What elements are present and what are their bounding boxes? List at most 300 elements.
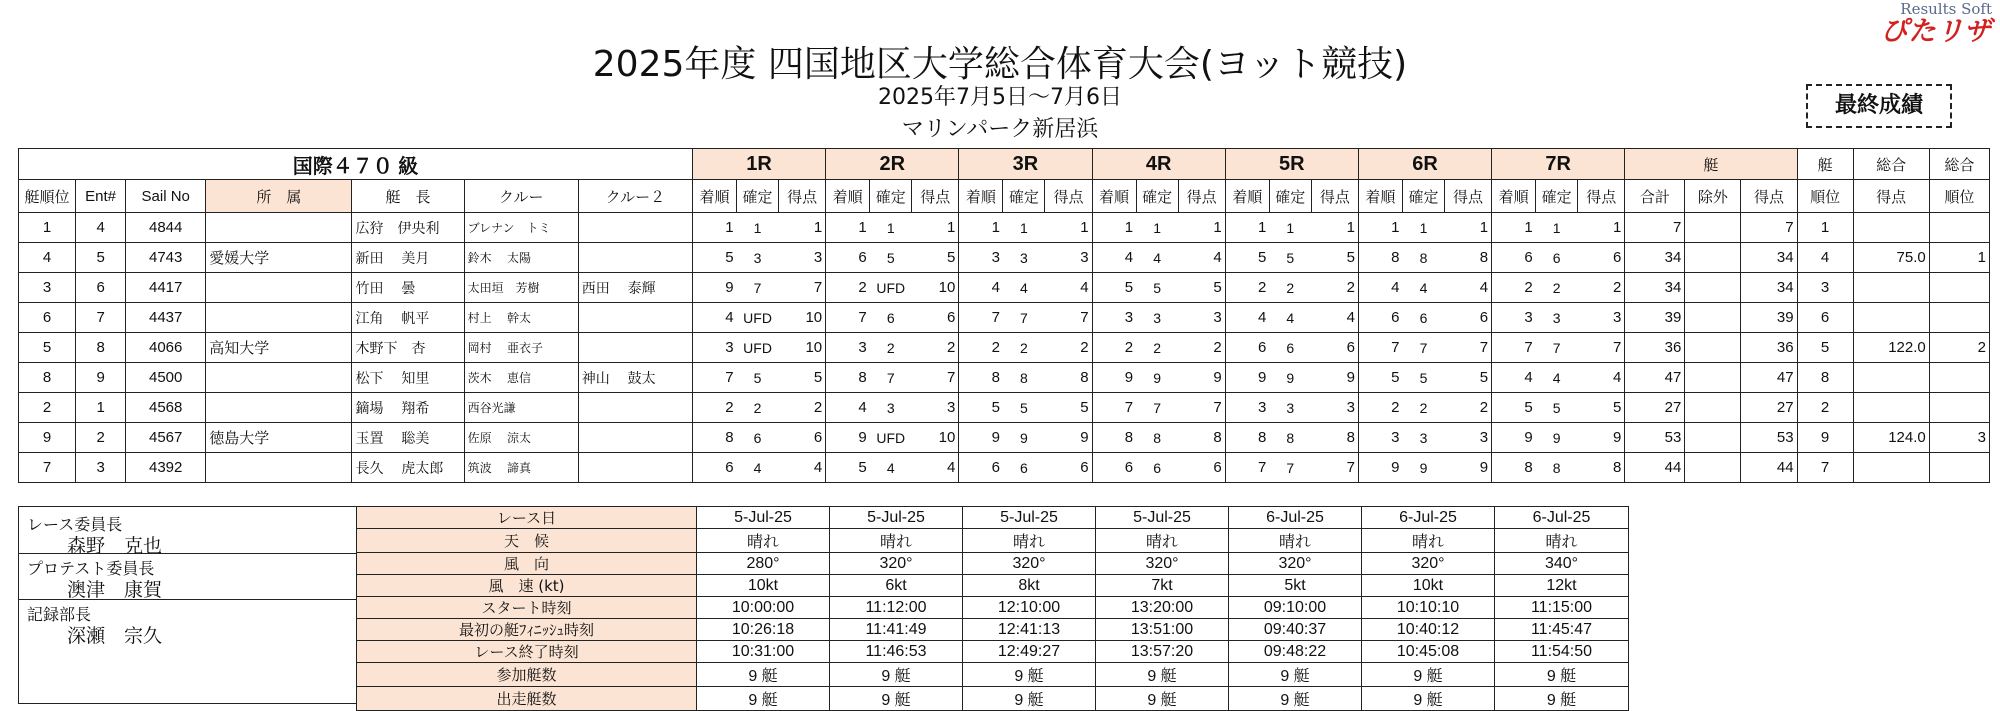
conditions-label: 参加艇数 [357,663,697,687]
race-1-points-cell: 10 [779,303,826,333]
race-2-points-cell: 6 [912,303,959,333]
conditions-value: 10kt [1362,575,1495,597]
sum-cell: 34 [1625,273,1685,303]
conditions-value: 320° [1096,553,1229,575]
boat-rank-cell: 3 [1797,273,1853,303]
team-cell [206,273,352,303]
race-1-confirm-cell: 3 [737,243,779,273]
table-row [19,333,1990,363]
boat-rank-cell: 4 [1797,243,1853,273]
boat-rank-cell: 8 [1797,363,1853,393]
rank-cell: 7 [19,453,76,483]
total-points-cell [1853,363,1929,393]
race-1-finish-cell: 6 [692,453,736,483]
sum-cell: 34 [1625,243,1685,273]
race-7-confirm-cell: 7 [1536,333,1578,363]
boat-rank-cell: 2 [1797,393,1853,423]
conditions-value: 晴れ [830,529,963,553]
conditions-row [357,507,1629,529]
race-6-points-cell: 1 [1445,213,1492,243]
sum-cell: 44 [1625,453,1685,483]
conditions-value: 6-Jul-25 [1495,507,1629,529]
race-7-confirm-cell: 9 [1536,423,1578,453]
conditions-label: 風 速 (kt) [357,575,697,597]
race-6-finish-cell: 9 [1358,453,1402,483]
sail-no-cell: 4437 [126,303,206,333]
crew2-cell [578,333,692,363]
ent-cell: 9 [76,363,126,393]
crew-cell: 佐原 涼太 [464,423,578,453]
race-2-confirm-cell: 4 [870,453,912,483]
race-1-confirm-cell: 6 [737,423,779,453]
crew-cell: 鈴木 太陽 [464,243,578,273]
col-r3-confirm: 確定 [1003,180,1045,213]
race-6-confirm-cell: 7 [1402,333,1444,363]
conditions-row [357,663,1629,687]
team-cell: 高知大学 [206,333,352,363]
race-7-confirm-cell: 2 [1536,273,1578,303]
sum-cell: 47 [1625,363,1685,393]
skipper-cell: 長久 虎太郎 [352,453,464,483]
race-2-confirm-cell: UFD [870,273,912,303]
sail-no-cell: 4743 [126,243,206,273]
conditions-value: 9 艇 [1495,663,1629,687]
conditions-value: 12kt [1495,575,1629,597]
race-1-finish-cell: 2 [692,393,736,423]
total-rank-cell [1929,393,1989,423]
col-r7-points: 得点 [1578,180,1625,213]
conditions-label: レース日 [357,507,697,529]
col-r4-confirm: 確定 [1136,180,1178,213]
race-4-confirm-cell: 8 [1136,423,1178,453]
conditions-value: 13:57:20 [1096,641,1229,663]
conditions-value: 340° [1495,553,1629,575]
event-dates: 2025年7月5日～7月6日 [878,85,1122,110]
race-1-points-cell: 2 [779,393,826,423]
team-cell [206,393,352,423]
conditions-value: 10:26:18 [697,619,830,641]
sail-no-cell: 4066 [126,333,206,363]
rank-cell: 8 [19,363,76,393]
race-5-confirm-cell: 4 [1269,303,1311,333]
crew2-cell: 西田 泰輝 [578,273,692,303]
conditions-value: 09:40:37 [1229,619,1362,641]
crew-cell: 岡村 亜衣子 [464,333,578,363]
race-4-finish-cell: 2 [1092,333,1136,363]
class-name: 国際４７０ 級 [19,149,693,180]
race-5-confirm-cell: 9 [1269,363,1311,393]
conditions-value: 6-Jul-25 [1362,507,1495,529]
sum-cell: 27 [1625,393,1685,423]
excl-cell [1685,213,1741,243]
race-4-finish-cell: 7 [1092,393,1136,423]
race-4-finish-cell: 1 [1092,213,1136,243]
rank-cell: 4 [19,243,76,273]
race-1-confirm-cell: 7 [737,273,779,303]
race-7-points-cell: 7 [1578,333,1625,363]
conditions-value: 晴れ [1229,529,1362,553]
col-r6-confirm: 確定 [1402,180,1444,213]
excl-cell [1685,393,1741,423]
race-7-finish-cell: 7 [1492,333,1536,363]
crew-cell: 筑波 諦真 [464,453,578,483]
brand-logo [1852,0,1992,46]
race-6-finish-cell: 1 [1358,213,1402,243]
race-3-points-cell: 1 [1045,213,1092,243]
conditions-value: 12:10:00 [963,597,1096,619]
race-6-finish-cell: 5 [1358,363,1402,393]
conditions-value: 9 艇 [1229,687,1362,711]
race-1-confirm-cell: 1 [737,213,779,243]
race-3-header: 3R [959,149,1092,180]
brand-name-jp: ぴたリザ [1880,16,1992,47]
race-3-finish-cell: 1 [959,213,1003,243]
race-6-points-cell: 2 [1445,393,1492,423]
race-6-points-cell: 9 [1445,453,1492,483]
race-6-points-cell: 3 [1445,423,1492,453]
race-4-points-cell: 2 [1178,333,1225,363]
conditions-value: 10:00:00 [697,597,830,619]
conditions-row [357,641,1629,663]
race-1-finish-cell: 8 [692,423,736,453]
skipper-cell: 松下 知里 [352,363,464,393]
conditions-row [357,529,1629,553]
excl-cell [1685,333,1741,363]
total-rank-cell: 1 [1929,243,1989,273]
race-5-points-cell: 5 [1311,243,1358,273]
race-5-confirm-cell: 1 [1269,213,1311,243]
total-points-cell [1853,393,1929,423]
net-cell: 44 [1741,453,1797,483]
race-2-points-cell: 7 [912,363,959,393]
conditions-value: 8kt [963,575,1096,597]
race-4-confirm-cell: 1 [1136,213,1178,243]
race-5-finish-cell: 2 [1225,273,1269,303]
race-5-finish-cell: 6 [1225,333,1269,363]
race-2-finish-cell: 4 [826,393,870,423]
excl-cell [1685,363,1741,393]
boat-rank-cell: 6 [1797,303,1853,333]
race-7-points-cell: 5 [1578,393,1625,423]
race-2-finish-cell: 3 [826,333,870,363]
conditions-value: 10:45:08 [1362,641,1495,663]
ent-cell: 6 [76,273,126,303]
race-4-confirm-cell: 9 [1136,363,1178,393]
race-1-confirm-cell: UFD [737,303,779,333]
excl-cell [1685,423,1741,453]
total-rank-cell [1929,273,1989,303]
ent-cell: 3 [76,453,126,483]
table-row [19,273,1990,303]
net-cell: 47 [1741,363,1797,393]
race-7-points-cell: 1 [1578,213,1625,243]
conditions-value: 6kt [830,575,963,597]
rank-cell: 6 [19,303,76,333]
race-2-finish-cell: 1 [826,213,870,243]
col-sum: 合計 [1625,180,1685,213]
race-7-finish-cell: 4 [1492,363,1536,393]
race-4-points-cell: 5 [1178,273,1225,303]
race-3-finish-cell: 9 [959,423,1003,453]
staff-name: 深瀬 宗久 [67,625,163,647]
net-cell: 27 [1741,393,1797,423]
staff-name: 森野 克也 [67,535,163,557]
total-rank-cell [1929,303,1989,333]
conditions-value: 9 艇 [697,687,830,711]
table-row [19,213,1990,243]
col-r3-points: 得点 [1045,180,1092,213]
race-4-confirm-cell: 6 [1136,453,1178,483]
race-2-finish-cell: 7 [826,303,870,333]
race-2-header: 2R [826,149,959,180]
race-1-points-cell: 5 [779,363,826,393]
race-2-confirm-cell: 7 [870,363,912,393]
crew2-cell: 神山 鼓太 [578,363,692,393]
race-7-confirm-cell: 4 [1536,363,1578,393]
race-4-finish-cell: 8 [1092,423,1136,453]
race-5-finish-cell: 4 [1225,303,1269,333]
conditions-value: 晴れ [1495,529,1629,553]
col-r2-confirm: 確定 [870,180,912,213]
race-6-confirm-cell: 8 [1402,243,1444,273]
net-cell: 53 [1741,423,1797,453]
ent-cell: 2 [76,423,126,453]
staff-role: 記録部長 [27,605,92,624]
race-6-finish-cell: 4 [1358,273,1402,303]
conditions-value: 320° [1362,553,1495,575]
race-7-finish-cell: 1 [1492,213,1536,243]
table-row [19,393,1990,423]
race-6-header: 6R [1358,149,1491,180]
race-4-finish-cell: 5 [1092,273,1136,303]
race-6-confirm-cell: 1 [1402,213,1444,243]
conditions-value: 9 艇 [830,687,963,711]
skipper-cell: 木野下 杏 [352,333,464,363]
team-cell: 徳島大学 [206,423,352,453]
ent-cell: 4 [76,213,126,243]
race-1-points-cell: 6 [779,423,826,453]
staff-role: プロテスト委員長 [27,559,155,578]
ent-cell: 1 [76,393,126,423]
race-6-confirm-cell: 5 [1402,363,1444,393]
excl-cell [1685,273,1741,303]
race-5-header: 5R [1225,149,1358,180]
conditions-value: 5-Jul-25 [697,507,830,529]
race-7-finish-cell: 5 [1492,393,1536,423]
race-4-finish-cell: 3 [1092,303,1136,333]
net-cell: 7 [1741,213,1797,243]
race-3-confirm-cell: 8 [1003,363,1045,393]
race-7-finish-cell: 9 [1492,423,1536,453]
conditions-value: 320° [963,553,1096,575]
rank-cell: 5 [19,333,76,363]
total-points-cell [1853,273,1929,303]
skipper-cell: 鏑場 翔希 [352,393,464,423]
col-boat-rank: 順位 [1797,180,1853,213]
conditions-label: 天 候 [357,529,697,553]
race-7-confirm-cell: 3 [1536,303,1578,333]
race-6-points-cell: 5 [1445,363,1492,393]
total-rank-cell [1929,213,1989,243]
sum-cell: 36 [1625,333,1685,363]
conditions-value: 9 艇 [830,663,963,687]
conditions-value: 7kt [1096,575,1229,597]
crew-cell: ブレナン トミ [464,213,578,243]
conditions-value: 9 艇 [963,687,1096,711]
conditions-row [357,619,1629,641]
skipper-cell: 新田 美月 [352,243,464,273]
race-1-points-cell: 4 [779,453,826,483]
table-row [19,423,1990,453]
col-r7-finish: 着順 [1492,180,1536,213]
race-6-finish-cell: 8 [1358,243,1402,273]
col-r2-points: 得点 [912,180,959,213]
col-total-rank: 順位 [1929,180,1989,213]
page-title: 2025年度 四国地区大学総合体育大会(ヨット競技) [592,44,1408,85]
race-3-finish-cell: 7 [959,303,1003,333]
race-6-confirm-cell: 6 [1402,303,1444,333]
race-4-finish-cell: 6 [1092,453,1136,483]
skipper-cell: 広狩 伊央利 [352,213,464,243]
race-3-confirm-cell: 7 [1003,303,1045,333]
race-3-finish-cell: 5 [959,393,1003,423]
conditions-value: 10:31:00 [697,641,830,663]
race-7-finish-cell: 8 [1492,453,1536,483]
conditions-value: 09:48:22 [1229,641,1362,663]
team-cell [206,213,352,243]
boat-rank-group-header: 艇 [1797,149,1853,180]
conditions-value: 11:41:49 [830,619,963,641]
staff-role: レース委員長 [27,515,123,534]
race-7-confirm-cell: 8 [1536,453,1578,483]
conditions-value: 晴れ [1096,529,1229,553]
col-r3-finish: 着順 [959,180,1003,213]
race-7-points-cell: 6 [1578,243,1625,273]
total-rank-cell: 3 [1929,423,1989,453]
race-4-points-cell: 8 [1178,423,1225,453]
team-cell [206,303,352,333]
race-3-points-cell: 7 [1045,303,1092,333]
race-1-points-cell: 1 [779,213,826,243]
skipper-cell: 江角 帆平 [352,303,464,333]
race-3-confirm-cell: 2 [1003,333,1045,363]
conditions-value: 11:12:00 [830,597,963,619]
conditions-value: 晴れ [1362,529,1495,553]
race-2-points-cell: 1 [912,213,959,243]
conditions-value: 9 艇 [1495,687,1629,711]
race-7-header: 7R [1492,149,1625,180]
race-3-points-cell: 9 [1045,423,1092,453]
race-3-points-cell: 6 [1045,453,1092,483]
conditions-value: 10:10:10 [1362,597,1495,619]
race-1-finish-cell: 4 [692,303,736,333]
col-net: 得点 [1741,180,1797,213]
total-points-cell [1853,213,1929,243]
total-rank-cell [1929,453,1989,483]
race-5-finish-cell: 3 [1225,393,1269,423]
rank-cell: 9 [19,423,76,453]
col-r5-finish: 着順 [1225,180,1269,213]
race-2-finish-cell: 6 [826,243,870,273]
race-2-confirm-cell: 3 [870,393,912,423]
race-2-finish-cell: 2 [826,273,870,303]
race-5-points-cell: 2 [1311,273,1358,303]
race-3-points-cell: 5 [1045,393,1092,423]
total-points-cell: 122.0 [1853,333,1929,363]
race-2-finish-cell: 9 [826,423,870,453]
race-5-points-cell: 8 [1311,423,1358,453]
race-7-points-cell: 8 [1578,453,1625,483]
boat-rank-cell: 9 [1797,423,1853,453]
race-1-points-cell: 10 [779,333,826,363]
race-7-confirm-cell: 6 [1536,243,1578,273]
race-5-points-cell: 9 [1311,363,1358,393]
staff-panel [18,506,358,704]
race-4-confirm-cell: 2 [1136,333,1178,363]
conditions-value: 5-Jul-25 [963,507,1096,529]
race-7-points-cell: 2 [1578,273,1625,303]
race-6-points-cell: 7 [1445,333,1492,363]
race-4-confirm-cell: 5 [1136,273,1178,303]
race-1-points-cell: 7 [779,273,826,303]
race-6-finish-cell: 2 [1358,393,1402,423]
sum-cell: 39 [1625,303,1685,333]
conditions-row [357,687,1629,711]
sum-cell: 7 [1625,213,1685,243]
race-3-points-cell: 2 [1045,333,1092,363]
race-1-confirm-cell: 5 [737,363,779,393]
conditions-value: 晴れ [697,529,830,553]
results-table [18,148,1990,483]
col-r1-confirm: 確定 [737,180,779,213]
race-2-points-cell: 10 [912,273,959,303]
net-cell: 39 [1741,303,1797,333]
race-3-finish-cell: 4 [959,273,1003,303]
race-7-finish-cell: 2 [1492,273,1536,303]
header-row-columns [19,180,1990,213]
race-3-finish-cell: 2 [959,333,1003,363]
excl-cell [1685,303,1741,333]
race-5-confirm-cell: 7 [1269,453,1311,483]
team-cell: 愛媛大学 [206,243,352,273]
crew-cell: 村上 幹太 [464,303,578,333]
conditions-label: レース終了時刻 [357,641,697,663]
conditions-value: 09:10:00 [1229,597,1362,619]
race-4-points-cell: 7 [1178,393,1225,423]
col-rank: 艇順位 [19,180,76,213]
skipper-cell: 竹田 曇 [352,273,464,303]
total-points-cell [1853,453,1929,483]
conditions-label: 出走艇数 [357,687,697,711]
race-2-confirm-cell: 2 [870,333,912,363]
col-r6-finish: 着順 [1358,180,1402,213]
conditions-value: 280° [697,553,830,575]
race-3-confirm-cell: 4 [1003,273,1045,303]
col-r7-confirm: 確定 [1536,180,1578,213]
final-results-badge: 最終成績 [1806,84,1952,128]
event-venue: マリンパーク新居浜 [901,117,1099,142]
total-rank-group-header: 総合 [1929,149,1989,180]
excl-cell [1685,243,1741,273]
team-cell [206,363,352,393]
race-1-points-cell: 3 [779,243,826,273]
race-2-points-cell: 10 [912,423,959,453]
race-2-points-cell: 3 [912,393,959,423]
conditions-value: 12:41:13 [963,619,1096,641]
race-4-confirm-cell: 7 [1136,393,1178,423]
conditions-value: 9 艇 [1229,663,1362,687]
sum-cell: 53 [1625,423,1685,453]
